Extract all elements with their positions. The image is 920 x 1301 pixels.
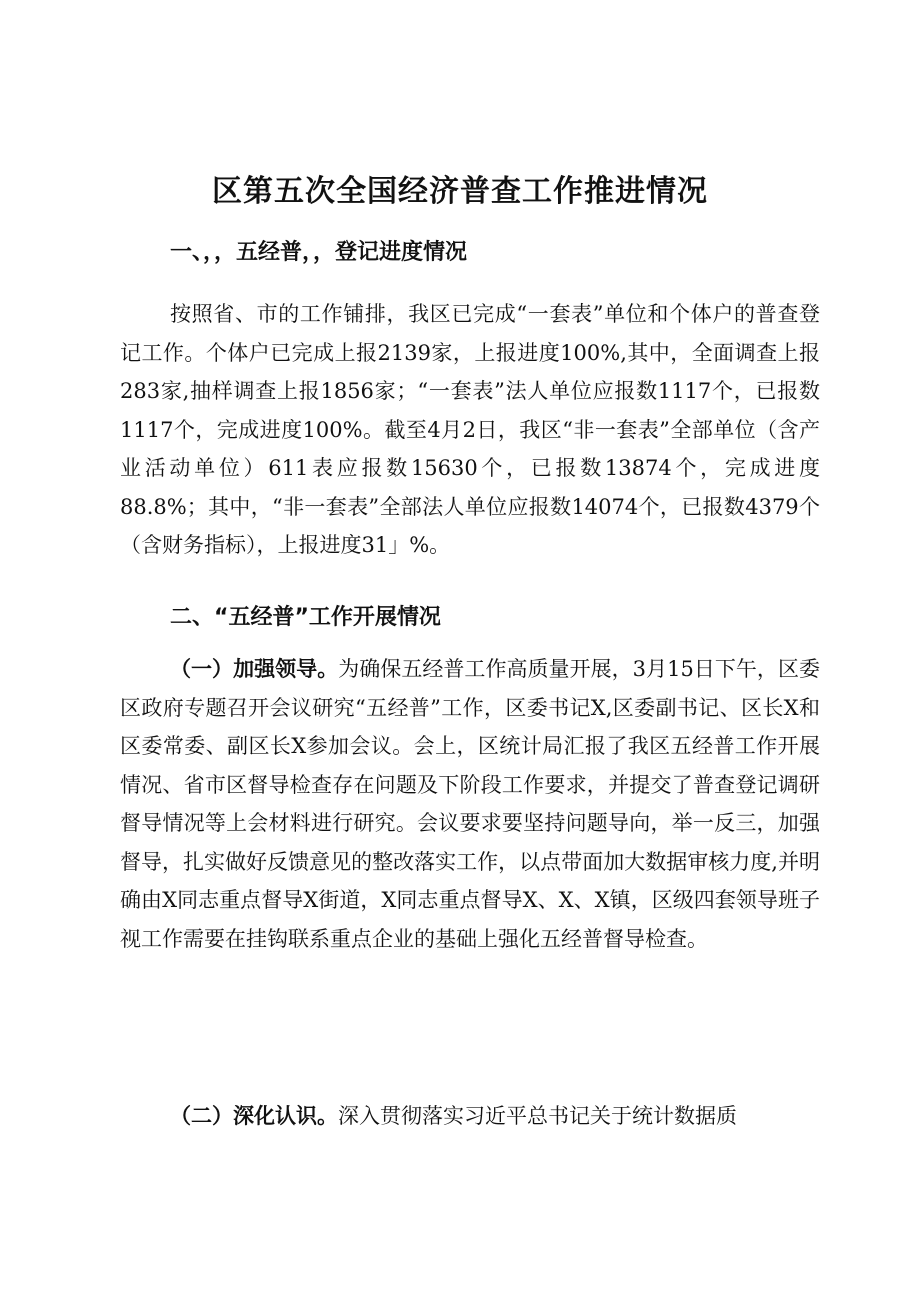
subsection-2-body: 深入贯彻落实习近平总书记关于统计数据质 [338, 1104, 737, 1128]
section-2-heading: 二、“五经普”工作开展情况 [170, 605, 441, 630]
subsection-1-paragraph [120, 650, 820, 958]
subsection-2-lead: （二）深化认识。 [170, 1104, 338, 1128]
subsection-2-paragraph [120, 1097, 820, 1136]
document-title: 区第五次全国经济普查工作推进情况 [212, 174, 708, 209]
subsection-1-body: 为确保五经普工作高质量开展，3月15日下午，区委区政府专题召开会议研究“五经普”工作，区委书记X,区委副书记、区长X和区委常委、副区长X参加会议。会上，区统计局汇报了我区五经普工作开展情况、省市区督导检查存在问题及下阶段工作要求，并提交了普查登记调研督导情况等上会材料进行研究。会议要求要坚持问题导向，举一反三，加强督导，扎实做好反馈意见的整改落实工作，以点带面加大数据审核力度,并明确由X同志重点督导X街道，X同志重点督导X、X、X镇，区级四套领导班子视工作需要在挂钩联系重点企业的基础上强化五经普督导检查。 [120, 657, 820, 951]
section-1-paragraph: 按照省、市的工作铺排，我区已完成“一套表”单位和个体户的普查登记工作。个体户已完成上报2139家，上报进度100%,其中，全面调查上报283家,抽样调查上报1856家；“一套表”法人单位应报数1117个，已报数1117个，完成进度100%。截至4月2日，我区“非一套表”全部单位（含产业活动单位）611表应报数15630个，已报数13874个，完成进度88.8%；其中，“非一套表”全部法人单位应报数14074个，已报数4379个（含财务指标），上报进度31」%。 [120, 302, 820, 557]
section-1-heading: 一、，，五经普，，登记进度情况 [170, 240, 468, 265]
subsection-1-lead: （一）加强领导。 [170, 657, 339, 681]
